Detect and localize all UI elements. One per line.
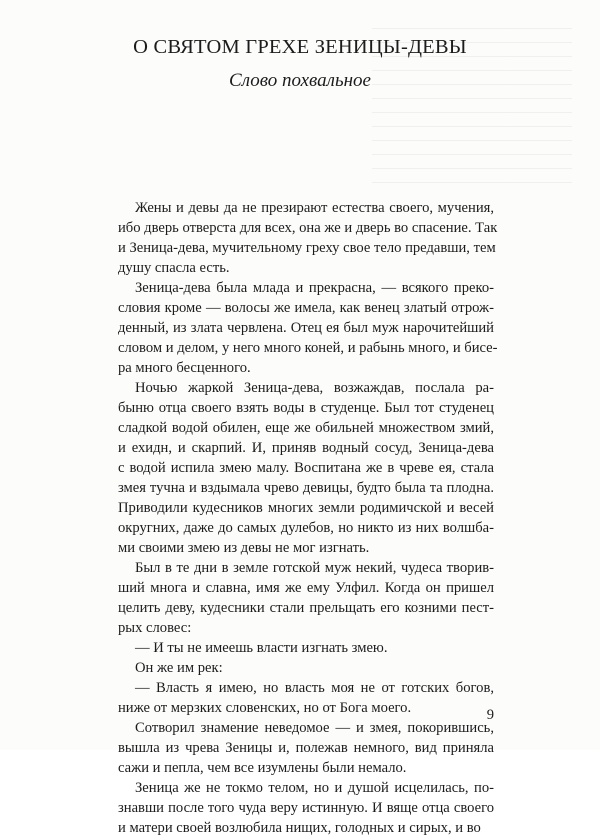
text-line: душу спасла есть. xyxy=(118,260,230,276)
text-line: ший многа и славна, имя же ему Улфил. Когда он пришел xyxy=(118,580,494,596)
text-line: сажи и пепла, чем все изумлены были немало. xyxy=(118,760,407,776)
paragraph xyxy=(118,558,494,638)
text-line: сладкой водой обилен, еще же обильней множеством змий, xyxy=(118,420,494,436)
text-line: быню отца своего взять воды в студенце. Был тот студенец xyxy=(118,400,494,416)
text-line: словом и делом, у него много коней, и рабынь много, и бисе- xyxy=(118,340,498,356)
text-line: Зеница-дева была млада и прекрасна, — всякого преко- xyxy=(135,280,494,296)
text-line: вышла из чрева Зеницы и, полежав немного, вид приняла xyxy=(118,740,494,756)
text-line: ми своими змею из девы не мог изгнать. xyxy=(118,540,370,556)
text-line: денный, из злата червлена. Отец ея был муж нарочитейший xyxy=(118,320,494,336)
text-line: словия кроме — волосы же имела, как венец златый отрож- xyxy=(118,300,494,316)
paragraph xyxy=(118,198,498,278)
text-line: ибо дверь отверста для всех, она же и дверь во спасение. Так xyxy=(118,220,498,236)
paragraph xyxy=(118,678,494,718)
text-line: Был в те дни в земле готской муж некий, чудеса творив- xyxy=(135,560,494,576)
text-line: Ночью жаркой Зеница-дева, возжаждав, послала ра- xyxy=(135,380,494,396)
text-line: Сотворил знамение неведомое — и змея, покорившись, xyxy=(135,720,494,736)
text-line: — И ты не имеешь власти изгнать змею. xyxy=(135,640,388,656)
text-line: округних, даже до самых дулебов, но никто из них волшба- xyxy=(118,520,494,536)
text-line: и ехидн, и скарпий. И, приняв водный сосуд, Зеница-дева xyxy=(118,440,494,456)
text-line: Приводили кудесников многих земли родимичской и весей xyxy=(118,500,494,516)
paragraph xyxy=(118,658,494,678)
paragraph xyxy=(118,638,494,658)
text-line: целить деву, кудесники стали прельщать его козними пест- xyxy=(118,600,494,616)
paragraph xyxy=(118,718,494,778)
paragraph xyxy=(118,278,498,378)
paragraph xyxy=(118,778,494,838)
paragraph xyxy=(118,378,494,558)
page-title: О СВЯТОМ ГРЕХЕ ЗЕНИЦЫ-ДЕВЫ xyxy=(133,36,467,58)
text-line: змея тучна и вздымала чрево девицы, будто была та плодна. xyxy=(118,480,494,496)
page-number: 9 xyxy=(486,707,494,723)
page-subtitle: Слово похвальное xyxy=(229,70,371,91)
text-line: Зеница же не токмо телом, но и душой исцелилась, по- xyxy=(135,780,494,796)
text-line: ра много бесценного. xyxy=(118,360,251,376)
body-text xyxy=(118,198,498,838)
text-line: и матери своей возлюбила нищих, голодных и сирых, и во xyxy=(118,820,481,836)
text-line: рых словес: xyxy=(118,620,192,636)
text-line: и Зеница-дева, мучительному греху свое тело предавши, тем xyxy=(118,240,496,256)
text-line: ниже от мерзких словенских, но от Бога моего. xyxy=(118,700,412,716)
text-line: Жены и девы да не презирают естества своего, мучения, xyxy=(135,200,494,216)
text-line: — Власть я имею, но власть моя не от готских богов, xyxy=(135,680,494,696)
text-line: с водой испила змею малу. Воспитана же в чреве ея, стала xyxy=(118,460,494,476)
text-line: знавши после того чуда веру истинную. И вяще отца своего xyxy=(118,800,494,816)
text-line: Он же им рек: xyxy=(135,660,223,676)
